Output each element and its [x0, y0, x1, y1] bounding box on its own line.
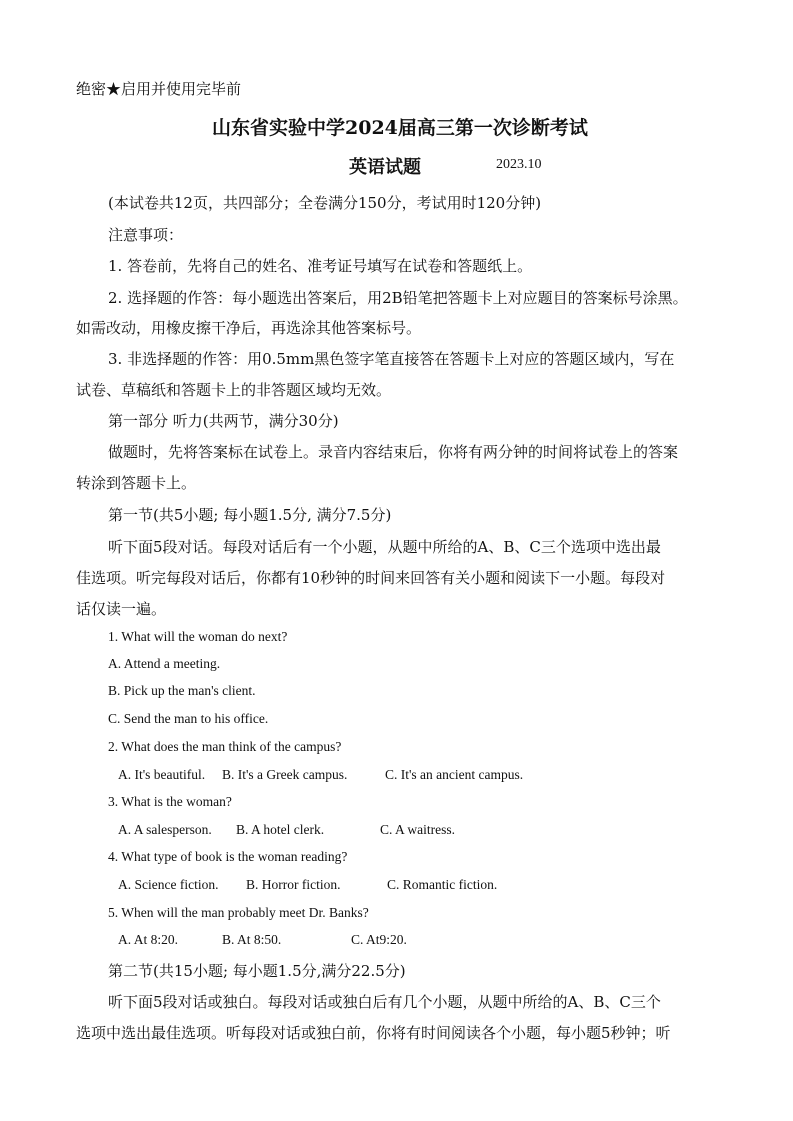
notice-item-2-line-1: 2. 选择题的作答：每小题选出答案后，用2B铅笔把答题卡上对应题目的答案标号涂黑。 — [108, 289, 688, 307]
notice-item-3-line-1: 3. 非选择题的作答：用0.5mm黑色签字笔直接答在答题卡上对应的答题区域内，写在 — [108, 350, 675, 368]
question-5-option-c: C. At9:20. — [351, 932, 407, 947]
confidential-notice: 绝密★启用并使用完毕前 — [76, 80, 242, 98]
question-3-option-b: B. A hotel clerk. — [236, 822, 325, 837]
notice-item-1: 1. 答卷前，先将自己的姓名、准考证号填写在试卷和答题纸上。 — [108, 257, 533, 275]
question-4-option-c: C. Romantic fiction. — [387, 877, 498, 892]
question-4-option-a: A. Science fiction. — [118, 877, 219, 892]
question-4-option-b: B. Horror fiction. — [246, 877, 341, 892]
section1-instruction-line-3: 话仅读一遍。 — [76, 600, 167, 618]
question-1-option-c: C. Send the man to his office. — [108, 711, 269, 726]
section1-heading: 第一节(共5小题; 每小题1.5分, 满分7.5分) — [108, 506, 392, 524]
question-5-option-b: B. At 8:50. — [222, 932, 282, 947]
section2-instruction-line-1: 听下面5段对话或独白。每段对话或独白后有几个小题，从题中所给的A、B、C三个 — [108, 993, 661, 1011]
exam-title: 山东省实验中学2024届高三第一次诊断考试 — [212, 117, 588, 139]
question-2-option-c: C. It's an ancient campus. — [385, 767, 524, 782]
part1-instruction-line-2: 转涂到答题卡上。 — [76, 474, 197, 492]
notice-item-2-line-2: 如需改动，用橡皮擦干净后，再选涂其他答案标号。 — [76, 319, 422, 337]
notice-item-3-line-2: 试卷、草稿纸和答题卡上的非答题区域均无效。 — [76, 381, 392, 399]
question-2: 2. What does the man think of the campus? — [108, 739, 342, 754]
question-1: 1. What will the woman do next? — [108, 629, 288, 644]
question-2-option-a: A. It's beautiful. — [118, 767, 206, 782]
section1-instruction-line-2: 佳选项。听完每段对话后，你都有10秒钟的时间来回答有关小题和阅读下一小题。每段对 — [76, 569, 666, 587]
part1-heading: 第一部分 听力(共两节，满分30分) — [108, 412, 339, 430]
section2-instruction-line-2: 选项中选出最佳选项。听每段对话或独白前，你将有时间阅读各个小题，每小题5秒钟；听 — [76, 1024, 671, 1042]
question-3-option-c: C. A waitress. — [380, 822, 456, 837]
section1-instruction-line-1: 听下面5段对话。每段对话后有一个小题，从题中所给的A、B、C三个选项中选出最 — [108, 538, 661, 556]
question-4: 4. What type of book is the woman reading? — [108, 849, 348, 864]
exam-intro: (本试卷共12页，共四部分；全卷满分150分，考试用时120分钟) — [108, 194, 542, 212]
question-1-option-a: A. Attend a meeting. — [108, 656, 221, 671]
exam-date: 2023.10 — [496, 157, 542, 172]
exam-subtitle: 英语试题 — [349, 157, 421, 178]
question-3: 3. What is the woman? — [108, 794, 232, 809]
question-5-option-a: A. At 8:20. — [118, 932, 179, 947]
section2-heading: 第二节(共15小题; 每小题1.5分,满分22.5分) — [108, 962, 406, 980]
question-2-option-b: B. It's a Greek campus. — [222, 767, 348, 782]
question-5: 5. When will the man probably meet Dr. Banks? — [108, 905, 369, 920]
question-1-option-b: B. Pick up the man's client. — [108, 683, 256, 698]
part1-instruction-line-1: 做题时，先将答案标在试卷上。录音内容结束后，你将有两分钟的时间将试卷上的答案 — [108, 443, 679, 461]
question-3-option-a: A. A salesperson. — [118, 822, 212, 837]
notice-heading: 注意事项： — [108, 226, 184, 244]
